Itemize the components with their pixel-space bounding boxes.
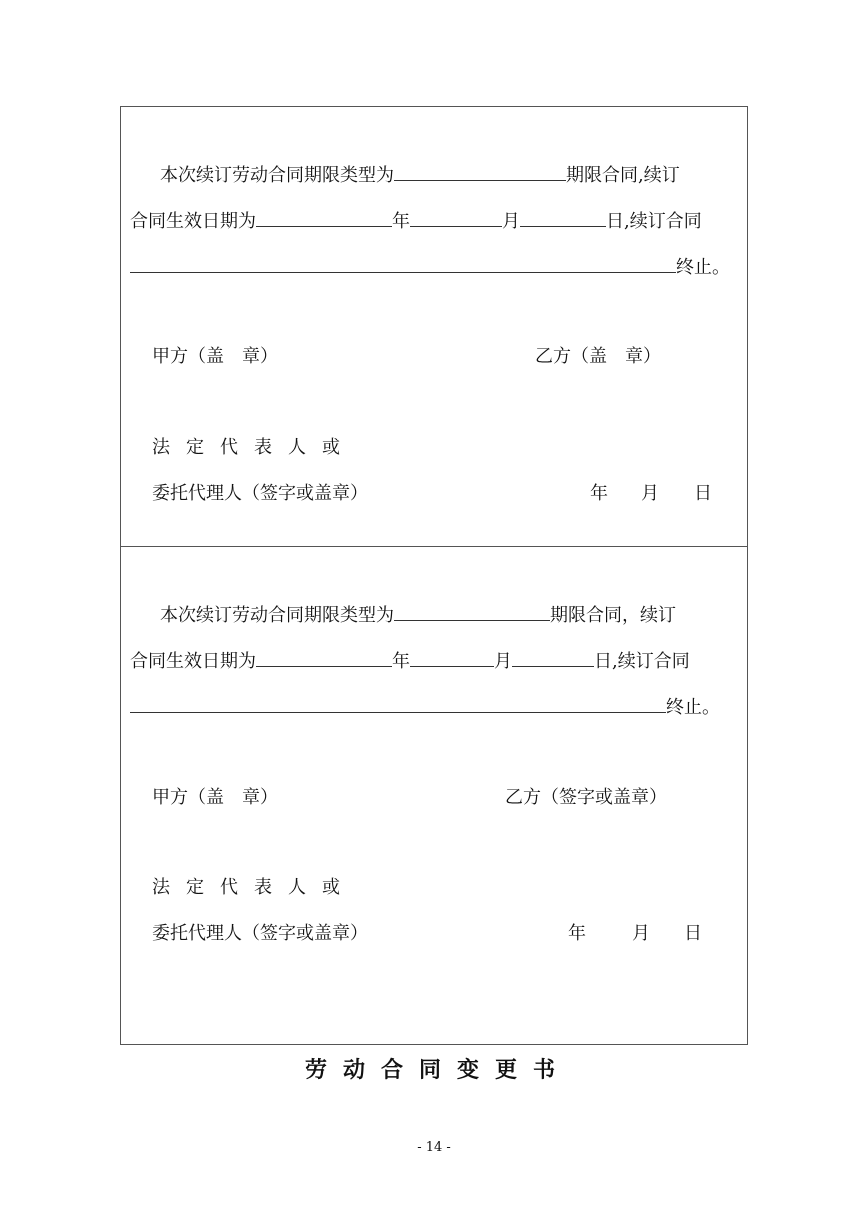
effective-date-label: 合同生效日期为 xyxy=(130,211,256,232)
sign-date-month: 月 xyxy=(632,923,650,944)
legal-rep-label: 法定代表人或 xyxy=(152,877,356,898)
month-blank[interactable] xyxy=(410,210,502,227)
day-blank[interactable] xyxy=(512,650,594,667)
termination-suffix: 终止。 xyxy=(666,697,720,718)
sign-date-day: 日 xyxy=(694,483,712,504)
term-type-label: 本次续订劳动合同期限类型为 xyxy=(160,165,394,186)
day-suffix: 日,续订合同 xyxy=(594,651,690,672)
month-label: 月 xyxy=(494,651,512,672)
party-b-label: 乙方（盖 章） xyxy=(535,346,661,367)
agent-label: 委托代理人（签字或盖章） xyxy=(152,483,368,504)
section-title: 劳动合同变更书 xyxy=(304,1057,571,1083)
effective-date-label: 合同生效日期为 xyxy=(130,651,256,672)
term-type-label: 本次续订劳动合同期限类型为 xyxy=(160,605,394,626)
termination-blank[interactable] xyxy=(130,256,676,273)
party-b-label: 乙方（签字或盖章） xyxy=(505,787,667,808)
sign-date-month: 月 xyxy=(641,483,659,504)
termination-blank[interactable] xyxy=(130,696,666,713)
sign-date-day: 日 xyxy=(684,923,702,944)
sign-date-year: 年 xyxy=(590,483,608,504)
party-a-label: 甲方（盖 章） xyxy=(152,346,278,367)
termination-suffix: 终止。 xyxy=(676,257,730,278)
year-label: 年 xyxy=(392,651,410,672)
term-type-blank[interactable] xyxy=(394,164,566,181)
month-label: 月 xyxy=(502,211,520,232)
renewal-1-line-2 xyxy=(130,210,702,233)
page-number: - 14 - xyxy=(417,1140,451,1155)
renewal-1-line-3 xyxy=(130,256,730,279)
term-type-suffix: 期限合同，续订 xyxy=(550,605,676,626)
day-suffix: 日,续订合同 xyxy=(606,211,702,232)
renewal-1-line-1 xyxy=(160,164,680,187)
renewal-2-line-2 xyxy=(130,650,690,673)
year-blank[interactable] xyxy=(256,650,392,667)
party-a-label: 甲方（盖 章） xyxy=(152,787,278,808)
day-blank[interactable] xyxy=(520,210,606,227)
term-type-blank[interactable] xyxy=(394,604,550,621)
term-type-suffix: 期限合同,续订 xyxy=(566,165,680,186)
agent-label: 委托代理人（签字或盖章） xyxy=(152,923,368,944)
sign-date-year: 年 xyxy=(568,923,586,944)
month-blank[interactable] xyxy=(410,650,494,667)
renewal-2-line-3 xyxy=(130,696,720,719)
renewal-2-line-1 xyxy=(160,604,676,627)
year-blank[interactable] xyxy=(256,210,392,227)
year-label: 年 xyxy=(392,211,410,232)
legal-rep-label: 法定代表人或 xyxy=(152,437,356,458)
